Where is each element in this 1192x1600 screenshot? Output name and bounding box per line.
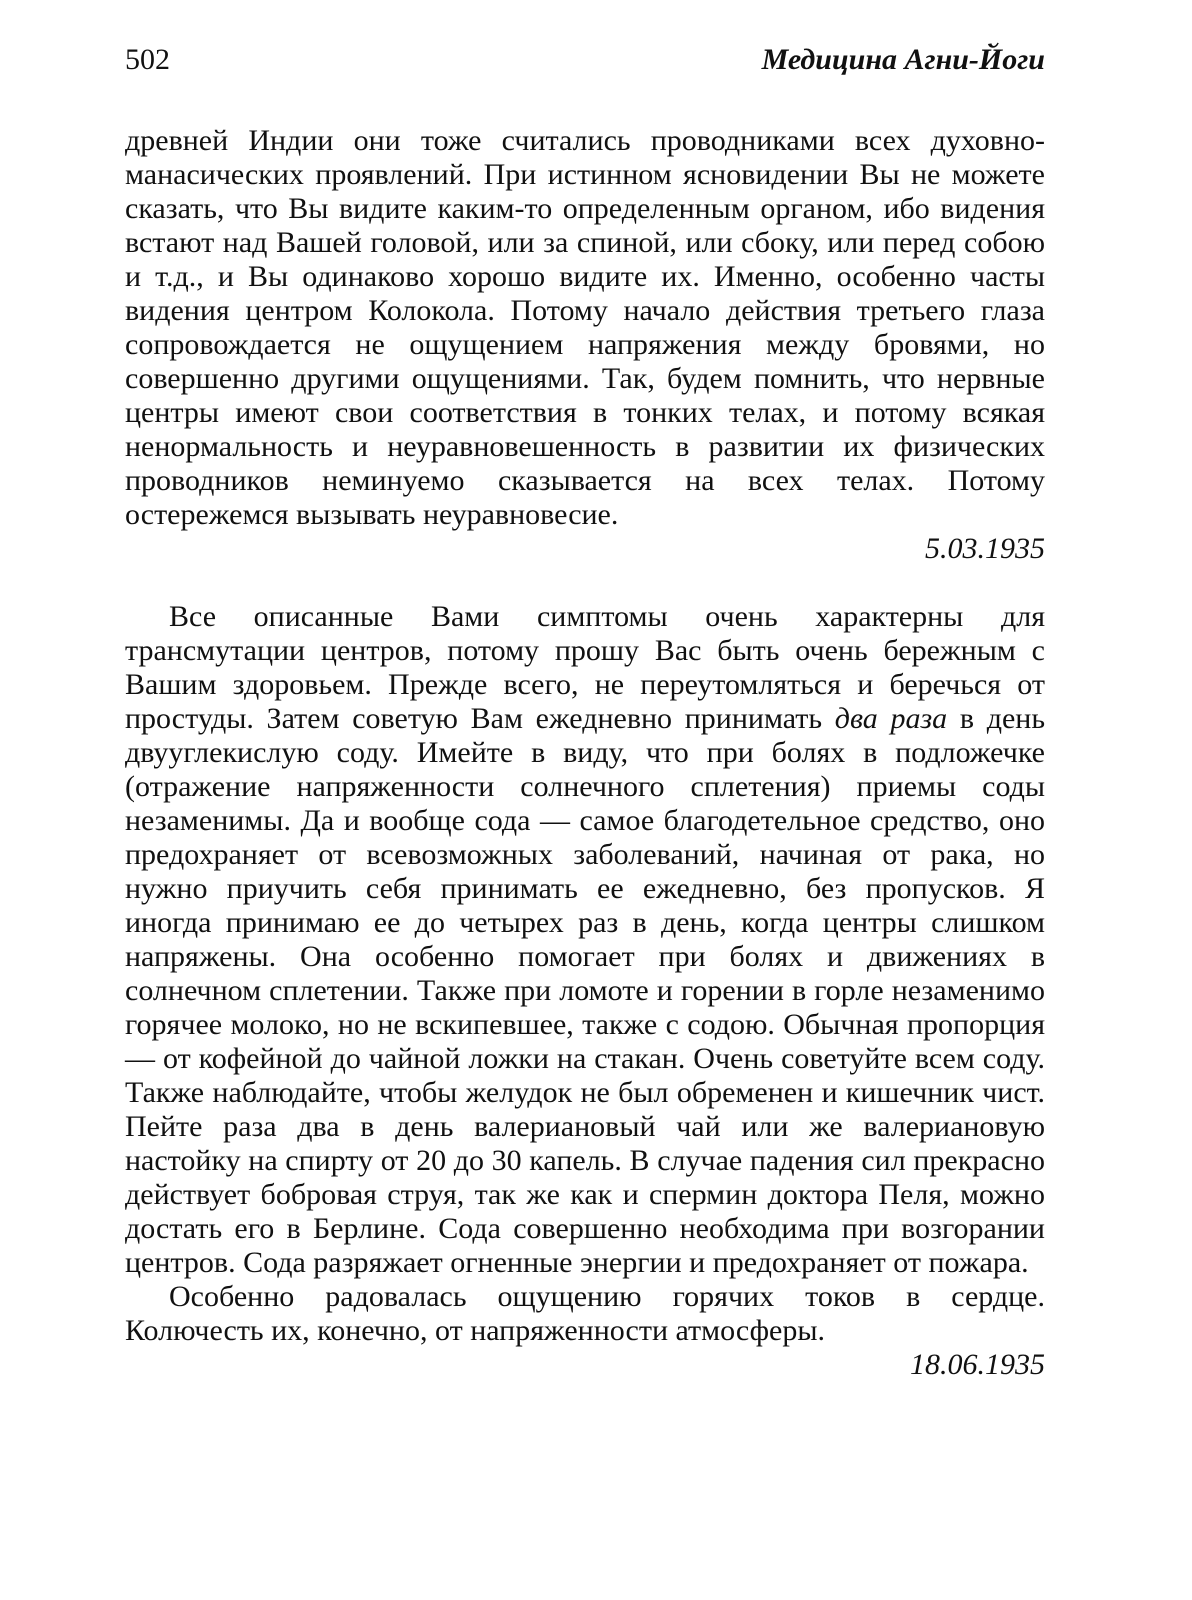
letter-separator: [125, 566, 1045, 600]
letter-2-paragraph-1: [125, 600, 1045, 1280]
letter-2-paragraph-2: Особенно радовалась ощущению горячих токов в сердце. Колючесть их, конечно, от напряженности атмосферы.: [125, 1280, 1045, 1347]
letter-2-emphasis: два раза: [834, 702, 948, 735]
letter-2-paragraph-1-start: Все описанные Вами симптомы очень характерны для трансмутации центров, потому прошу Вас быть очень бережным с Вашим здоровьем. Прежде всего, не переутомляться и беречься от простуды. Затем советую Вам ежедневно принимать: [125, 600, 1045, 735]
letter-1-paragraph: древней Индии они тоже считались проводниками всех духовно-манасических проявлений. При истинном ясновидении Вы не можете сказать, что Вы видите каким-то определенным органом, ибо видения встают над Вашей головой, или за спиной, или сбоку, или перед собою и т.д., и Вы одинаково хорошо видите их. Именно, особенно часты видения центром Колокола. Потому начало действия третьего глаза сопровождается не ощущением напряжения между бровями, но совершенно другими ощущениями. Так, будем помнить, что нервные центры имеют свои соответствия в тонких телах, и потому всякая ненормальность и неуравновешенность в развитии их физических проводников неминуемо сказывается на всех телах. Потому остережемся вызывать неуравновесие.: [125, 124, 1045, 531]
page-body: [125, 124, 1045, 1382]
book-page: [125, 40, 1045, 1382]
letter-1-date: 5.03.1935: [925, 532, 1045, 565]
letter-2-paragraph-1-end: в день двууглекислую соду. Имейте в виду, что при болях в подложечке (отражение напряженности солнечного сплетения) приемы соды незаменимы. Да и вообще сода — самое благодетельное средство, оно предохраняет от всевозможных заболеваний, начиная от рака, но нужно приучить себя принимать ее ежедневно, без пропусков. Я иногда принимаю ее до четырех раз в день, когда центры слишком напряжены. Она особенно помогает при болях и движениях в солнечном сплетении. Также при ломоте и горении в горле незаменимо горячее молоко, но не вскипевшее, также с содою. Обычная пропорция — от кофейной до чайной ложки на стакан. Очень советуйте всем соду. Также наблюдайте, чтобы желудок не был обременен и кишечник чист. Пейте раза два в день валериановый чай или же валериановую настойку на спирту от 20 до 30 капель. В случае падения сил прекрасно действует бобровая струя, так же как и спермин доктора Пеля, можно достать его в Берлине. Сода совершенно необходима при возгорании центров. Сода разряжает огненные энергии и предохраняет от пожара.: [125, 702, 1046, 1279]
page-number: 502: [125, 43, 170, 76]
page-header: [125, 40, 1045, 80]
letter-2-date: 18.06.1935: [910, 1348, 1045, 1381]
running-title: Медицина Агни-Йоги: [761, 43, 1045, 76]
